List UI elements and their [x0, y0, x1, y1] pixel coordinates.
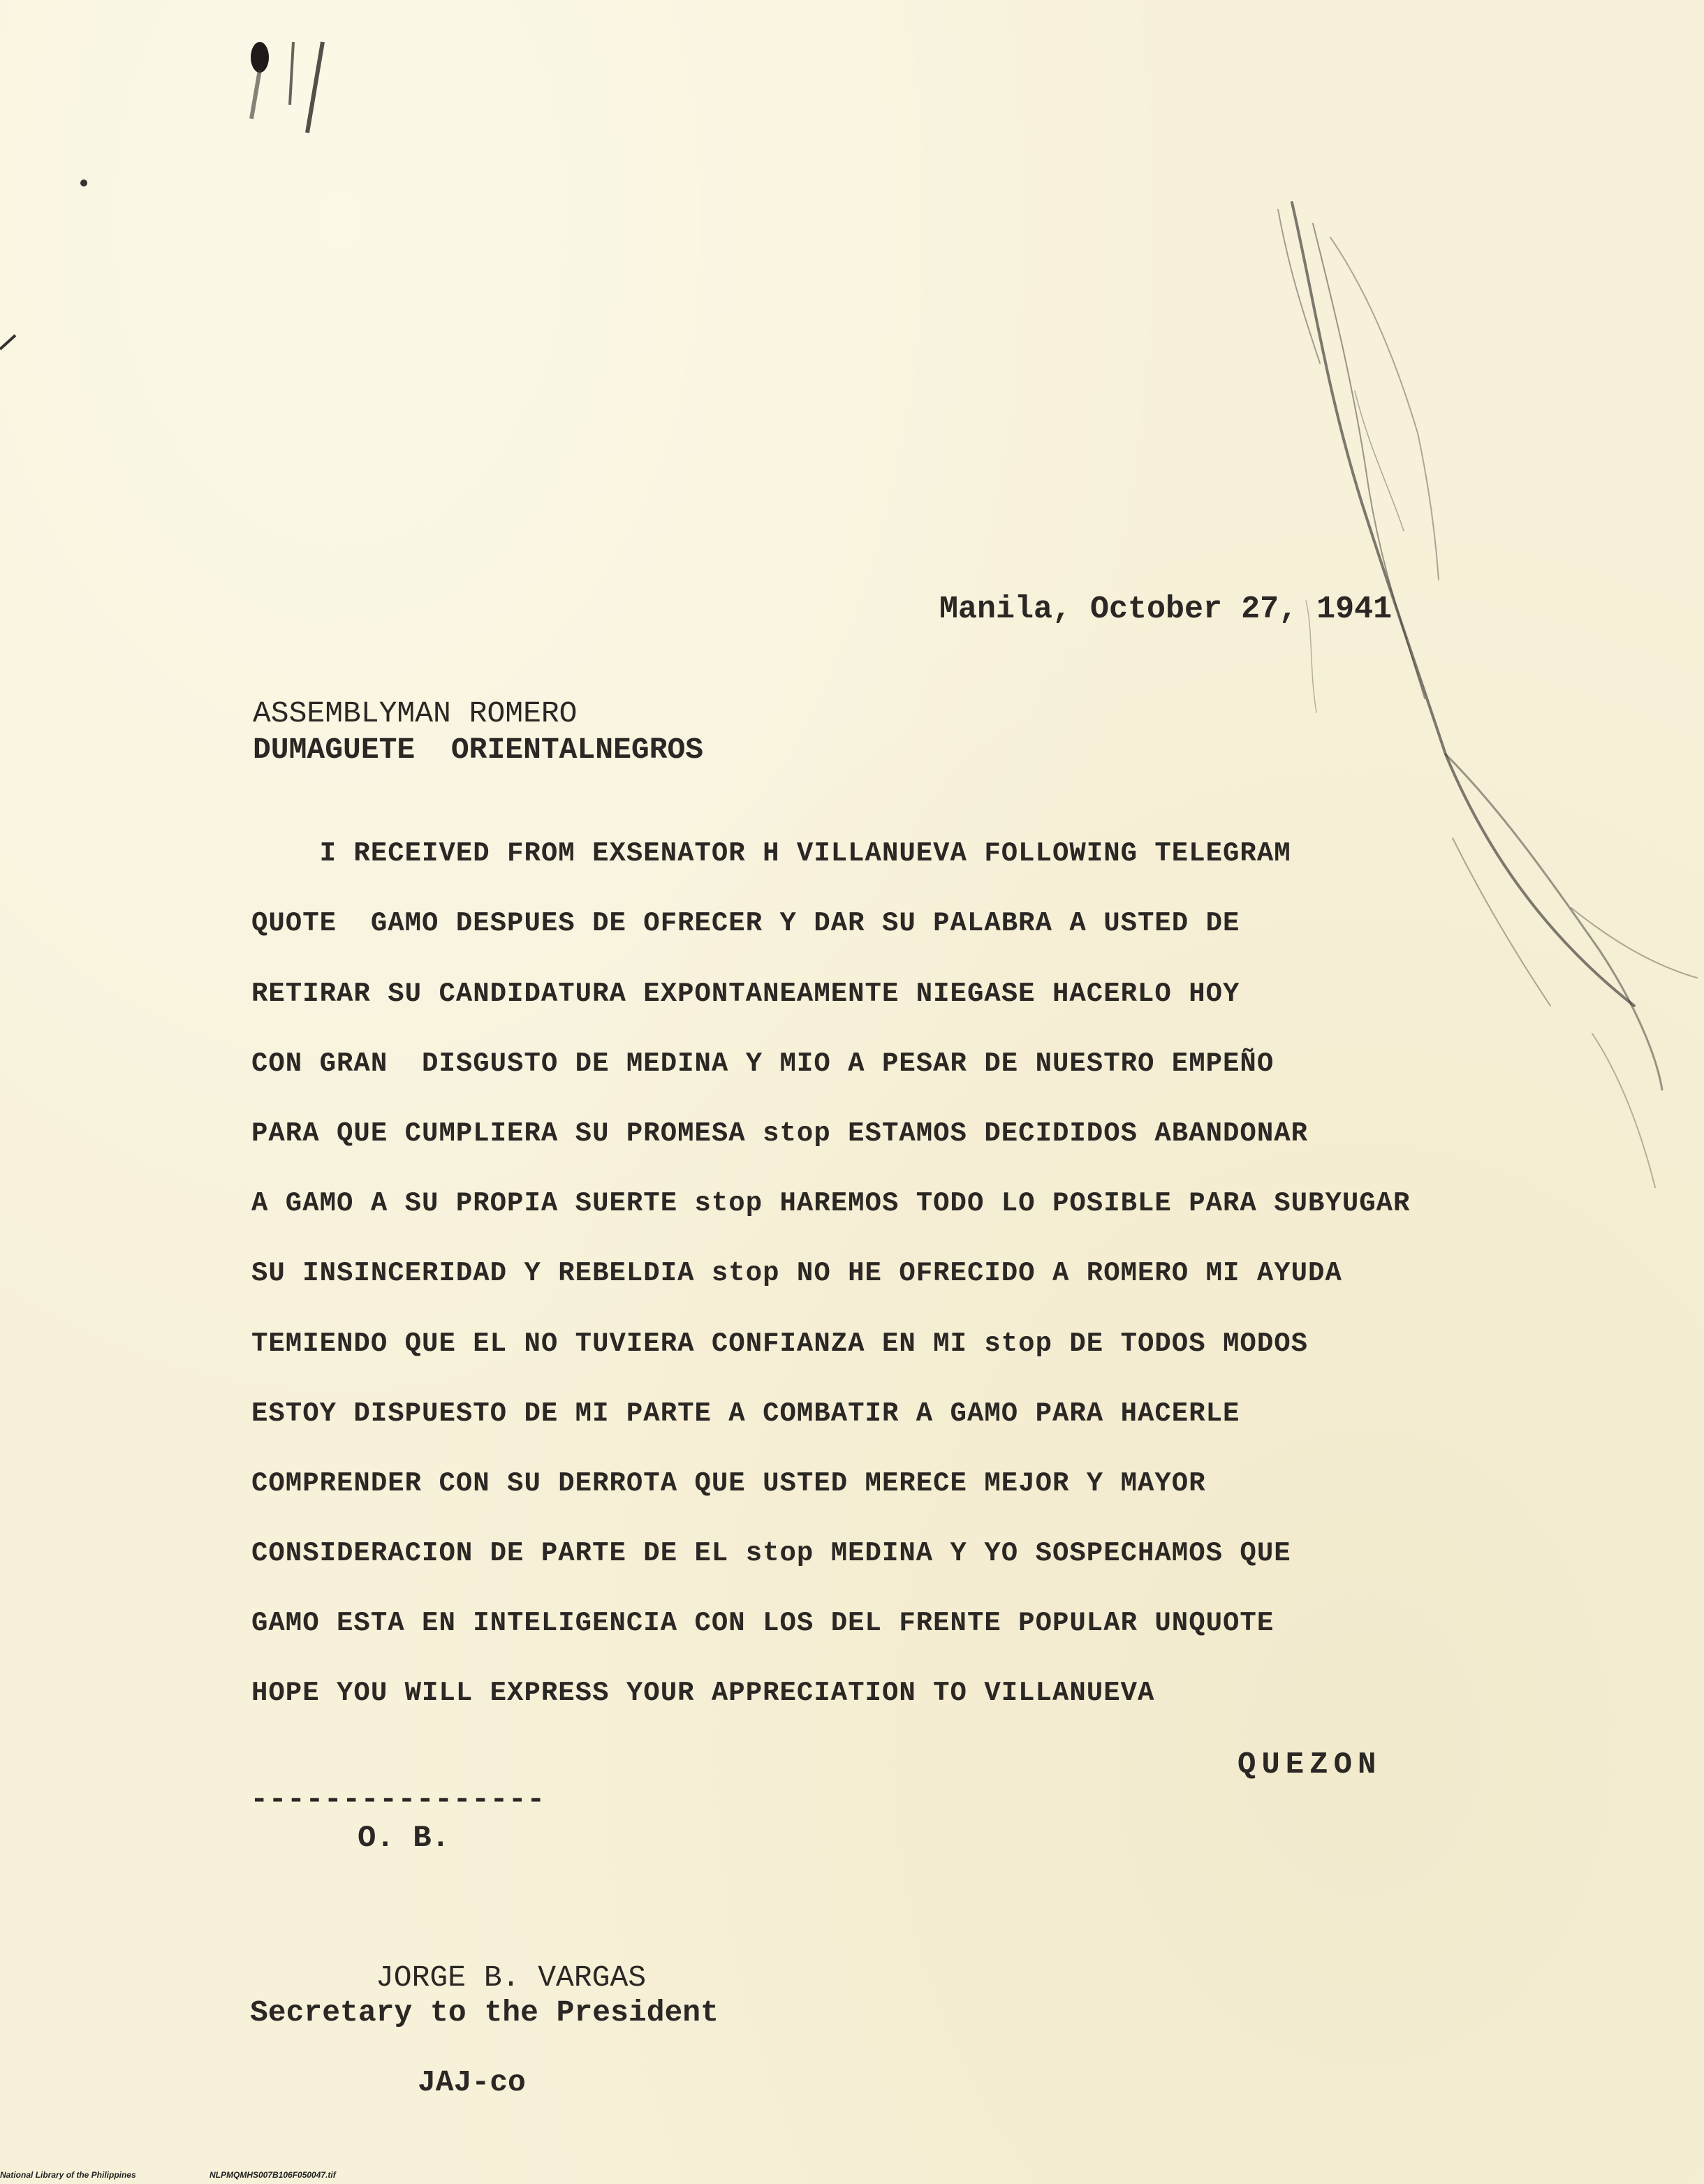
body-line: CONSIDERACION DE PARTE DE EL stop MEDINA Y YO SOSPECHAMOS QUE — [251, 1538, 1291, 1569]
body-line: PARA QUE CUMPLIERA SU PROMESA stop ESTAMOS DECIDIDOS ABANDONAR — [251, 1118, 1309, 1149]
sender-name: JORGE B. VARGAS — [376, 1961, 647, 1995]
crease-lines — [1278, 203, 1697, 1187]
footer-library: National Library of the Philippines — [0, 2170, 136, 2180]
body-line: TEMIENDO QUE EL NO TUVIERA CONFIANZA EN MI stop DE TODOS MODOS — [251, 1328, 1309, 1359]
body-line: A GAMO A SU PROPIA SUERTE stop HAREMOS TODO LO POSIBLE PARA SUBYUGAR — [251, 1188, 1411, 1219]
body-line: QUOTE GAMO DESPUES DE OFRECER Y DAR SU PALABRA A USTED DE — [251, 908, 1240, 939]
body-line: CON GRAN DISGUSTO DE MEDINA Y MIO A PESAR DE NUESTRO EMPEÑO — [251, 1048, 1275, 1079]
ink-smudge-top-left — [0, 42, 323, 349]
body-line: GAMO ESTA EN INTELIGENCIA CON LOS DEL FRENTE POPULAR UNQUOTE — [251, 1608, 1275, 1639]
sender-title: Secretary to the President — [250, 1995, 719, 2030]
ob-note: O. B. — [358, 1821, 450, 1856]
recipient-name: ASSEMBLYMAN ROMERO — [253, 696, 578, 731]
letter-date: Manila, October 27, 1941 — [939, 592, 1393, 627]
signature-rule: ---------------- — [250, 1782, 545, 1817]
recipient-location: DUMAGUETE ORIENTALNEGROS — [253, 733, 704, 767]
body-line: SU INSINCERIDAD Y REBELDIA stop NO HE OFRECIDO A ROMERO MI AYUDA — [251, 1258, 1342, 1289]
body-line: I RECEIVED FROM EXSENATOR H VILLANUEVA FOLLOWING TELEGRAM — [251, 838, 1291, 869]
footer-file-id: NLPMQMHS007B106F050047.tif — [210, 2170, 336, 2180]
body-line: HOPE YOU WILL EXPRESS YOUR APPRECIATION TO VILLANUEVA — [251, 1678, 1155, 1708]
reference-initials: JAJ-co — [418, 2065, 526, 2099]
body-line: ESTOY DISPUESTO DE MI PARTE A COMBATIR A GAMO PARA HACERLE — [251, 1398, 1240, 1429]
body-line: RETIRAR SU CANDIDATURA EXPONTANEAMENTE NIEGASE HACERLO HOY — [251, 979, 1240, 1009]
body-line: COMPRENDER CON SU DERROTA QUE USTED MERECE MEJOR Y MAYOR — [251, 1468, 1206, 1499]
signature-quezon: QUEZON — [1237, 1747, 1382, 1782]
